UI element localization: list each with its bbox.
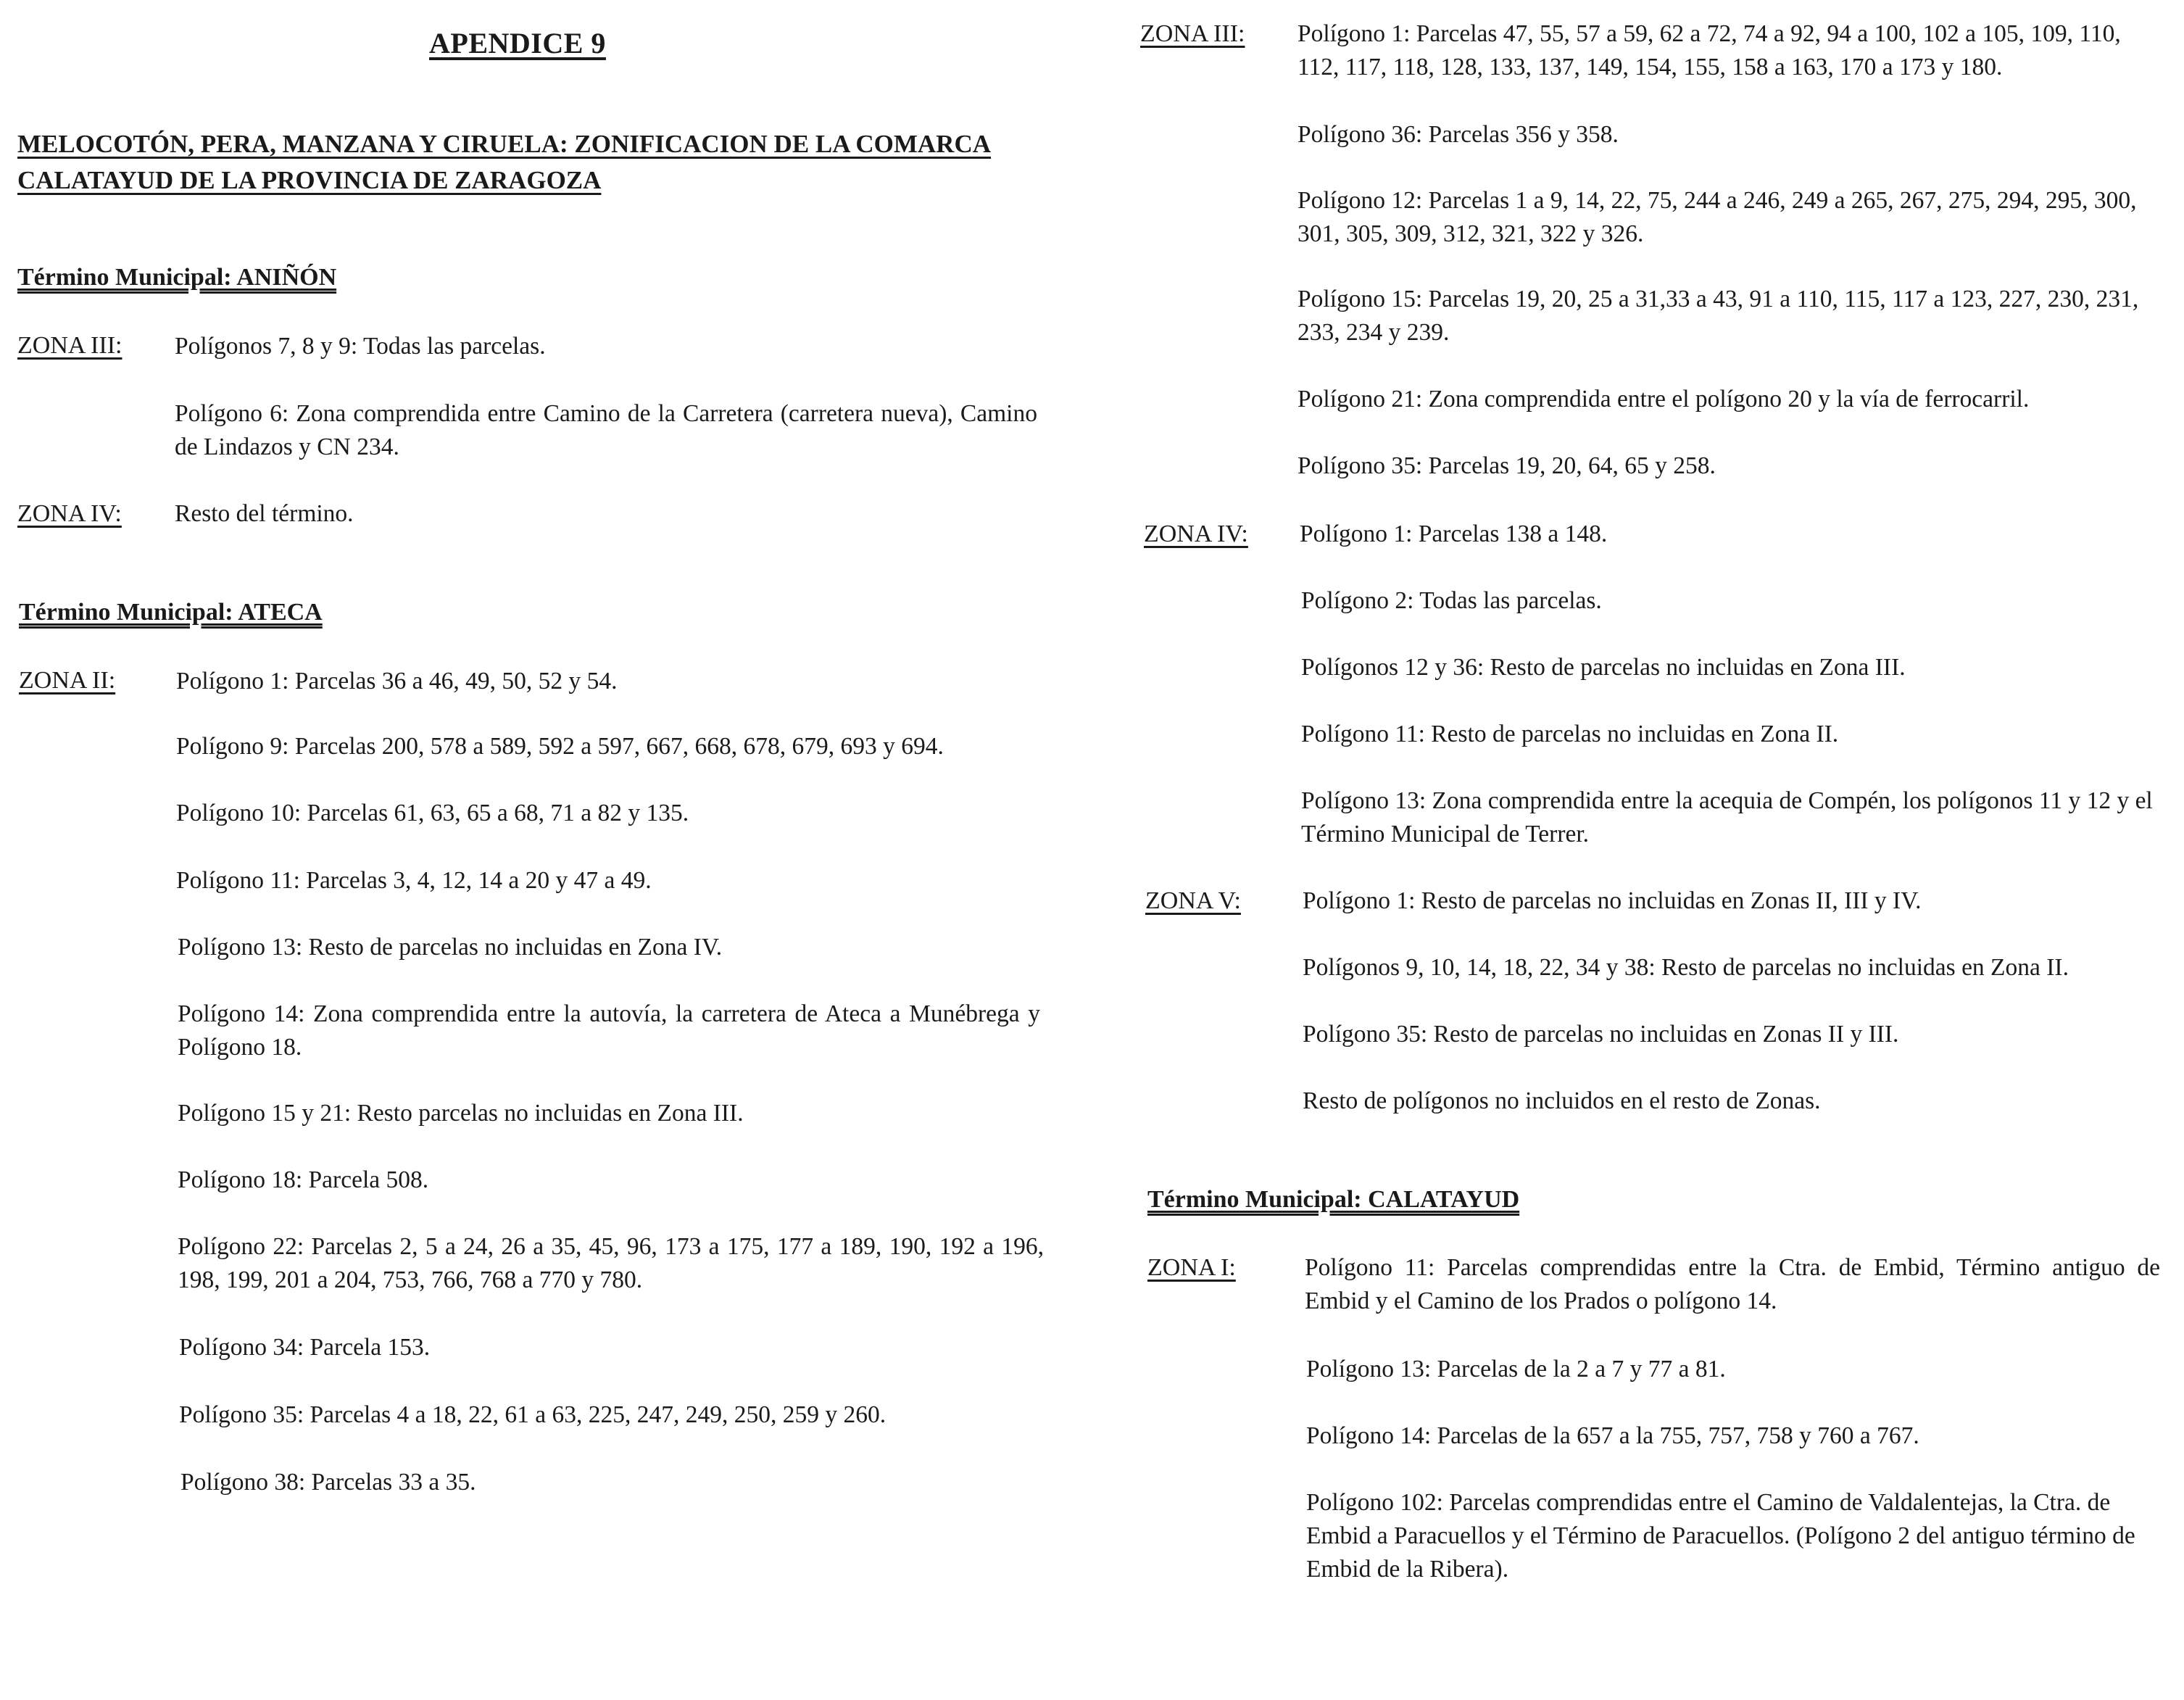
zona-entry: Polígono 11: Parcelas 3, 4, 12, 14 a 20 y 47 a 49. [176, 867, 652, 894]
zona-label: ZONA V: [1145, 887, 1241, 914]
municipio-heading-anion: Término Municipal: ANIÑÓN [17, 264, 337, 291]
document-subtitle-line-2: CALATAYUD DE LA PROVINCIA DE ZARAGOZA [17, 166, 602, 194]
zona-entry: Polígono 12: Parcelas 1 a 9, 14, 22, 75, 244 a 246, 249 a 265, 267, 275, 294, 295, 300, 301, 305, 309, 312, 321, 322 y 326. [1297, 187, 2137, 247]
zona-entry: Polígono 10: Parcelas 61, 63, 65 a 68, 71 a 82 y 135. [176, 800, 689, 826]
zona-label: ZONA I: [1147, 1254, 1236, 1281]
zona-entry: Polígono 14: Parcelas de la 657 a la 755, 757, 758 y 760 a 767. [1306, 1422, 1919, 1449]
zona-entry: Polígono 18: Parcela 508. [178, 1166, 429, 1193]
zona-entry: Polígono 13: Resto de parcelas no incluidas en Zona IV. [178, 934, 723, 961]
zona-entry: Polígono 13: Parcelas de la 2 a 7 y 77 a 81. [1306, 1356, 1726, 1382]
zona-entry: Resto del término. [175, 500, 354, 527]
zona-entry: Polígono 21: Zona comprendida entre el polígono 20 y la vía de ferrocarril. [1297, 386, 2030, 412]
zona-entry: Polígono 2: Todas las parcelas. [1301, 587, 1602, 614]
zona-entry: Polígono 11: Parcelas comprendidas entre la Ctra. de Embid, Término antiguo de Embid y el Camino de los Prados o polígono 14. [1305, 1254, 2160, 1314]
document-subtitle-line-1: MELOCOTÓN, PERA, MANZANA Y CIRUELA: ZONIFICACION DE LA COMARCA [17, 130, 992, 158]
zona-entry: Polígono 15 y 21: Resto parcelas no incluidas en Zona III. [178, 1100, 744, 1127]
zona-entry: Polígono 35: Parcelas 4 a 18, 22, 61 a 63, 225, 247, 249, 250, 259 y 260. [179, 1401, 887, 1428]
zona-entry: Polígono 102: Parcelas comprendidas entre el Camino de Valdalentejas, la Ctra. de Embid a Paracuellos y el Término de Paracuellos. (Polígono 2 del antiguo término de Embid de la Ribera). [1306, 1489, 2135, 1583]
zona-label: ZONA III: [1140, 20, 1245, 47]
zona-entry: Polígono 22: Parcelas 2, 5 a 24, 26 a 35, 45, 96, 173 a 175, 177 a 189, 190, 192 a 196, 198, 199, 201 a 204, 753, 766, 768 a 770 y 780. [178, 1233, 1044, 1293]
zona-entry: Polígono 1: Parcelas 47, 55, 57 a 59, 62 a 72, 74 a 92, 94 a 100, 102 a 105, 109, 110, 112, 117, 118, 128, 133, 137, 149, 154, 155, 158 a 163, 170 a 173 y 180. [1297, 20, 2121, 80]
municipio-heading-ateca: Término Municipal: ATECA [19, 599, 323, 626]
municipio-heading-calatayud: Término Municipal: CALATAYUD [1147, 1186, 1520, 1213]
zona-entry: Polígono 38: Parcelas 33 a 35. [180, 1469, 476, 1496]
zona-label: ZONA IV: [17, 500, 122, 527]
page-title: APENDICE 9 [429, 27, 606, 59]
zona-entry: Polígono 35: Parcelas 19, 20, 64, 65 y 258. [1297, 452, 1716, 479]
zona-label: ZONA III: [17, 332, 123, 359]
zona-entry: Resto de polígonos no incluidos en el resto de Zonas. [1303, 1087, 1821, 1114]
zona-entry: Polígonos 12 y 36: Resto de parcelas no incluidas en Zona III. [1301, 654, 1906, 681]
zona-entry: Polígono 1: Resto de parcelas no incluidas en Zonas II, III y IV. [1303, 887, 1922, 914]
zona-entry: Polígono 13: Zona comprendida entre la acequia de Compén, los polígonos 11 y 12 y el Término Municipal de Terrer. [1301, 787, 2153, 847]
zona-entry: Polígono 9: Parcelas 200, 578 a 589, 592 a 597, 667, 668, 678, 679, 693 y 694. [176, 733, 944, 760]
zona-entry: Polígono 34: Parcela 153. [179, 1334, 431, 1361]
zona-entry: Polígono 6: Zona comprendida entre Camino de la Carretera (carretera nueva), Camino de Lindazos y CN 234. [175, 400, 1037, 460]
zona-entry: Polígono 36: Parcelas 356 y 358. [1297, 121, 1619, 148]
zona-entry: Polígono 35: Resto de parcelas no incluidas en Zonas II y III. [1303, 1021, 1899, 1048]
zona-entry: Polígono 1: Parcelas 138 a 148. [1300, 521, 1608, 547]
zona-entry: Polígonos 9, 10, 14, 18, 22, 34 y 38: Resto de parcelas no incluidas en Zona II. [1303, 954, 2069, 981]
zona-entry: Polígono 11: Resto de parcelas no incluidas en Zona II. [1301, 721, 1839, 747]
zona-entry: Polígono 15: Parcelas 19, 20, 25 a 31,33 a 43, 91 a 110, 115, 117 a 123, 227, 230, 231, 233, 234 y 239. [1297, 286, 2139, 346]
zona-entry: Polígono 14: Zona comprendida entre la autovía, la carretera de Ateca a Munébrega y Polígono 18. [178, 1000, 1040, 1061]
zona-entry: Polígono 1: Parcelas 36 a 46, 49, 50, 52 y 54. [176, 668, 618, 694]
zona-entry: Polígonos 7, 8 y 9: Todas las parcelas. [175, 333, 546, 360]
zona-label: ZONA II: [19, 667, 116, 694]
zona-label: ZONA IV: [1144, 521, 1248, 547]
